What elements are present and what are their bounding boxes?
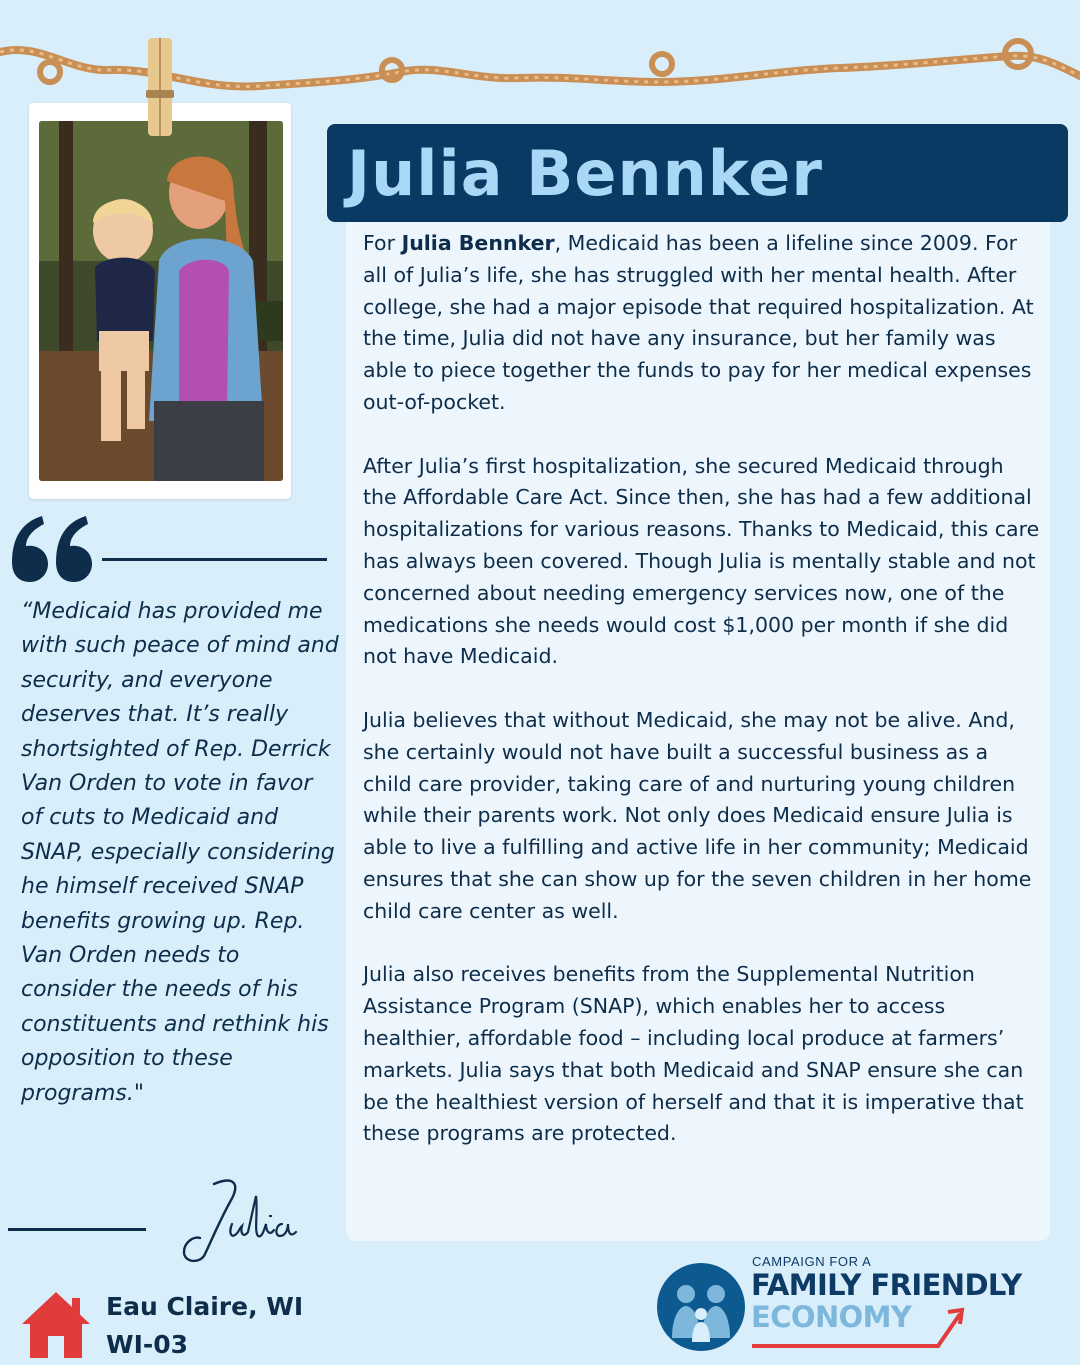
location bbox=[106, 1288, 303, 1364]
story-paragraph-1 bbox=[363, 228, 1043, 419]
trend-arrow-icon bbox=[748, 1302, 968, 1350]
quote-text: “Medicaid has provided me with such peace of mind and security, and everyone deserves that. It’s really shortsighted of Rep. Derrick Van Orden to vote in favor of cuts to Medicaid and SNAP, especially considering he himself received SNAP benefits growing up. Rep. Van Orden needs to consider the needs of his constituents and rethink his opposition to these programs." bbox=[21, 599, 339, 1106]
location-city: Eau Claire, WI bbox=[106, 1292, 304, 1321]
story-paragraph-4: Julia also receives benefits from the Supplemental Nutrition Assistance Program (SNAP), which enables her to access healthier, affordable food – including local produce at farmers’ markets. Julia says that both Medicaid and SNAP ensure she can be the healthiest version of herself and that it is imperative that these programs are protected. bbox=[363, 962, 1024, 1146]
signature-divider bbox=[8, 1228, 146, 1231]
story-text bbox=[363, 228, 1043, 1150]
signature bbox=[170, 1172, 330, 1267]
logo-line-family-friendly: FAMILY FRIENDLY bbox=[751, 1268, 1022, 1302]
clothespin-icon bbox=[146, 38, 174, 136]
house-icon bbox=[20, 1288, 92, 1360]
story-lead: For bbox=[363, 231, 402, 255]
story-paragraph-1-rest: , Medicaid has been a lifeline since 2009. For all of Julia’s life, she has struggled with her mental health. After college, she had a major episode that required hospitalization. At the time, Julia did not have any insurance, but her family was able to piece together the funds to pay for her medical expenses out-of-pocket. bbox=[363, 231, 1034, 414]
profile-name: Julia Bennker bbox=[347, 136, 823, 210]
quote-divider bbox=[102, 558, 327, 561]
story-name-bold: Julia Bennker bbox=[401, 231, 555, 255]
district: WI-03 bbox=[106, 1330, 189, 1359]
story-paragraph-2: After Julia’s first hospitalization, she secured Medicaid through the Affordable Care Act. Since then, she has had a few additional hospitalizations for various reasons. Thanks to Medicaid, this care has always been covered. Though Julia is mentally stable and not concerned about needing emergency services now, one of the medications she needs would cost $1,000 per month if she did not have Medicaid. bbox=[363, 453, 1040, 669]
quote-icon bbox=[8, 516, 94, 582]
photo-frame bbox=[29, 103, 291, 499]
name-banner bbox=[327, 124, 1068, 222]
story-paragraph-3: Julia believes that without Medicaid, she may not be alive. And, she certainly would not have built a successful business as a child care provider, taking care of and nurturing young children while their parents work. Not only does Medicaid ensure Julia is able to live a fulfilling and active life in her community; Medicaid ensures that she can show up for the seven children in her home child care center as well. bbox=[363, 707, 1032, 923]
family-icon bbox=[656, 1262, 746, 1352]
logo-tagline: CAMPAIGN FOR A bbox=[752, 1254, 872, 1269]
profile-photo bbox=[39, 121, 283, 481]
logo-line-economy: ECONOMY bbox=[751, 1300, 912, 1334]
